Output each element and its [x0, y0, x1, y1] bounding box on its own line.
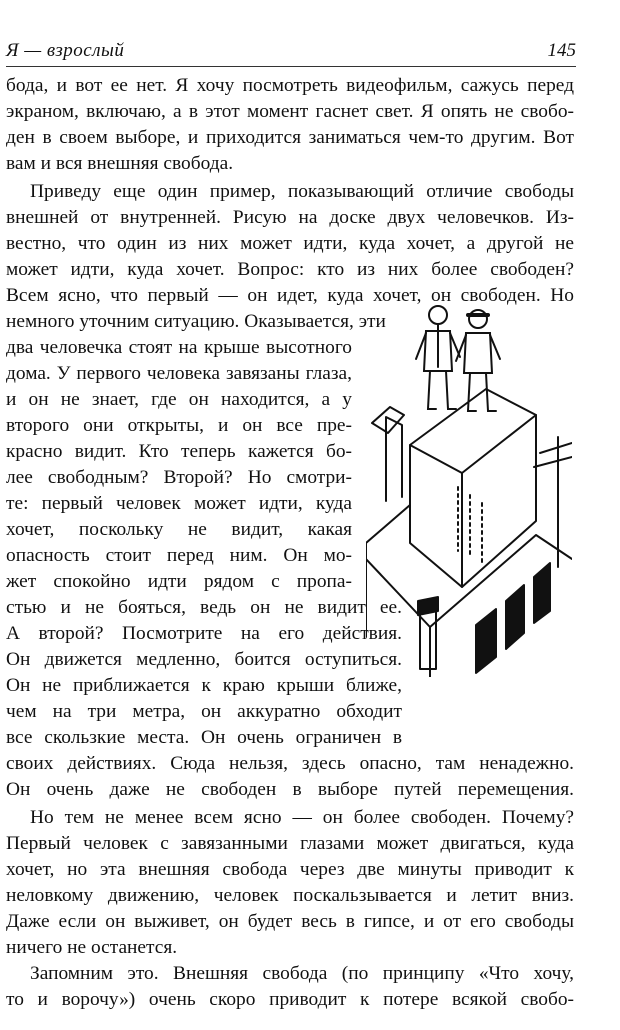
- text-line: Даже если он выживет, он будет весь в гипсе, и от его свободы: [6, 911, 574, 932]
- page-header: [6, 36, 576, 70]
- text-line: хочет, поскольку не видит, какая: [6, 519, 352, 540]
- text-line: Запомним это. Внешняя свобода (по принципу «Что хочу,: [30, 963, 574, 984]
- text-line: красно видит. Кто теперь кажется бо-: [6, 441, 352, 462]
- text-line: опасность стоит перед ним. Он мо-: [6, 545, 352, 566]
- text-line: вестно, что один из них может идти, куда хочет, а другой не: [6, 233, 574, 254]
- rooftop-illustration: [366, 297, 572, 677]
- text-line: хочет, но эта внешняя свобода через две минуты приводит к: [6, 859, 574, 880]
- text-line: все скользкие места. Он очень ограничен в: [6, 727, 402, 748]
- text-line: чем на три метра, он аккуратно обходит: [6, 701, 402, 722]
- text-line: ден в своем выборе, и приходится заниматься чем-то другим. Вот: [6, 127, 574, 148]
- text-line: Но тем не менее всем ясно — он более свободен. Почему?: [30, 807, 574, 828]
- page-number: 145: [547, 40, 576, 61]
- text-line: те: первый человек может идти, куда: [6, 493, 352, 514]
- text-line: Он движется медленно, боится оступиться.: [6, 649, 402, 670]
- text-line: второго они открыты, и он все пре-: [6, 415, 352, 436]
- text-line: немного уточним ситуацию. Оказывается, эти: [6, 311, 386, 332]
- text-line: Приведу еще один пример, показывающий отличие свободы: [30, 181, 574, 202]
- text-line: Он не приближается к краю крыши ближе,: [6, 675, 402, 696]
- text-line: ничего не останется.: [6, 937, 178, 958]
- text-line: два человечка стоят на крыше высотного: [6, 337, 352, 358]
- text-line: неловкому движению, человек поскальзывается и летит вниз.: [6, 885, 574, 906]
- text-line: Всем ясно, что первый — он идет, куда хочет, он свободен. Но: [6, 285, 574, 306]
- text-line: Первый человек с завязанными глазами может двигаться, куда: [6, 833, 574, 854]
- text-line: и он не знает, где он находится, а у: [6, 389, 352, 410]
- text-line: экраном, включаю, а в этот момент гаснет свет. Я опять не свобо-: [6, 101, 574, 122]
- text-line: своих действиях. Сюда нельзя, здесь опасно, там ненадежно.: [6, 753, 574, 774]
- text-line: Он очень даже не свободен в выборе путей перемещения.: [6, 779, 574, 800]
- text-line: вам и вся внешняя свобода.: [6, 153, 234, 174]
- header-rule: [6, 66, 576, 67]
- text-line: А второй? Посмотрите на его действия.: [6, 623, 402, 644]
- text-line: бода, и вот ее нет. Я хочу посмотреть видеофильм, сажусь перед: [6, 75, 574, 96]
- running-title: Я — взрослый: [6, 40, 125, 61]
- text-line: стью и не бояться, ведь он не видит ее.: [6, 597, 402, 618]
- text-line: внешней от внутренней. Рисую на доске двух человечков. Из-: [6, 207, 574, 228]
- text-line: то и ворочу») очень скоро приводит к потере всякой свобо-: [6, 989, 574, 1010]
- text-line: может идти, куда хочет. Вопрос: кто из них более свободен?: [6, 259, 574, 280]
- text-line: жет спокойно идти рядом с пропа-: [6, 571, 352, 592]
- text-line: дома. У первого человека завязаны глаза,: [6, 363, 352, 384]
- rooftop-drawing: [366, 297, 572, 677]
- text-line: лее свободным? Второй? Но смотри-: [6, 467, 352, 488]
